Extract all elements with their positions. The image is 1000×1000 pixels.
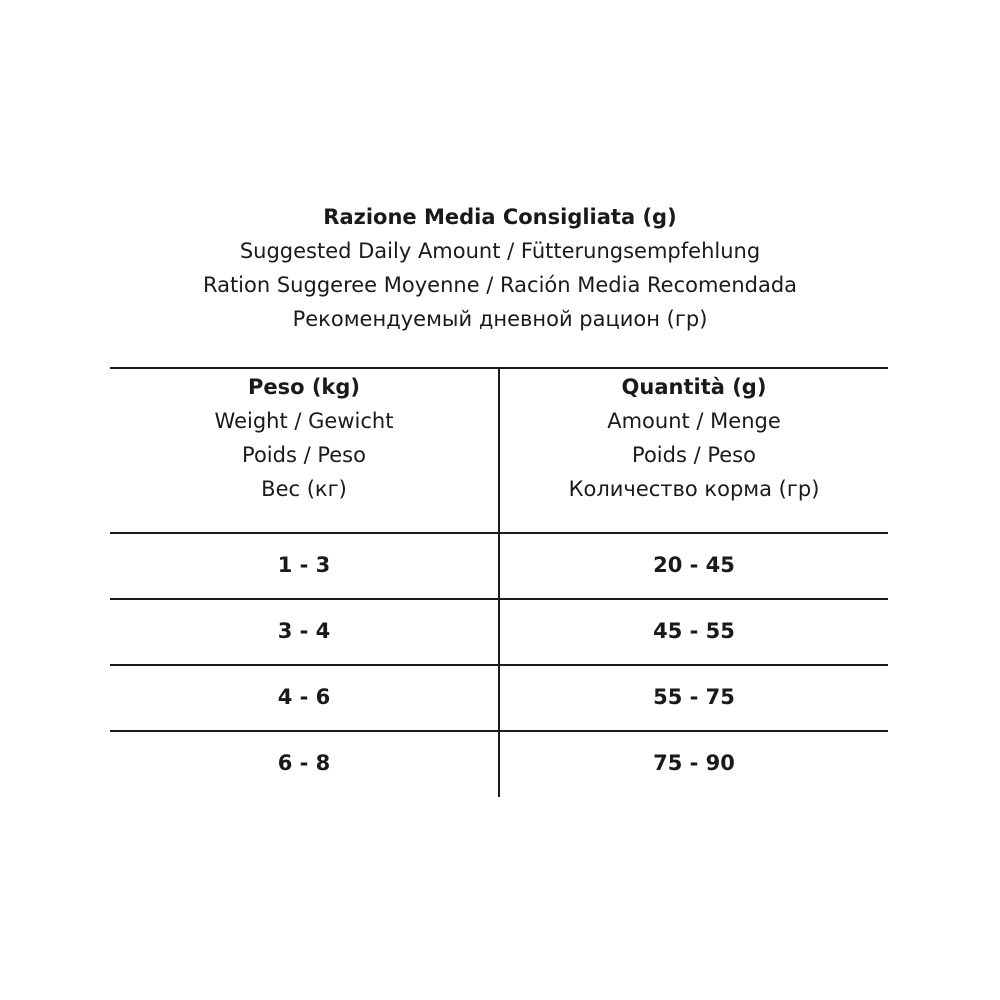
row-divider — [110, 730, 888, 732]
row-4-weight: 6 - 8 — [277, 751, 331, 775]
amount-column-header — [500, 370, 888, 506]
row-3-weight: 4 - 6 — [277, 685, 331, 709]
weight-column-header — [110, 370, 498, 506]
title-italian: Razione Media Consigliata (g) — [323, 205, 677, 229]
amount-header-russian: Количество корма (гр) — [568, 477, 820, 501]
title-russian: Рекомендуемый дневной рацион (гр) — [292, 307, 708, 331]
amount-header-italian: Quantità (g) — [621, 375, 767, 399]
title-french-spanish: Ration Suggeree Moyenne / Ración Media Recomendada — [202, 273, 798, 297]
row-2-amount: 45 - 55 — [653, 619, 735, 643]
title-english-german: Suggested Daily Amount / Fütterungsempfehlung — [239, 239, 761, 263]
row-divider — [110, 598, 888, 600]
amount-header-french-spanish: Poids / Peso — [632, 443, 756, 467]
header-bottom-border — [110, 532, 888, 534]
row-3-amount: 55 - 75 — [653, 685, 735, 709]
table-title — [0, 200, 1000, 336]
row-1-weight: 1 - 3 — [277, 553, 331, 577]
weight-header-english-german: Weight / Gewicht — [214, 409, 394, 433]
weight-header-russian: Вес (кг) — [261, 477, 347, 501]
weight-header-italian: Peso (kg) — [247, 375, 361, 399]
row-4-amount: 75 - 90 — [653, 751, 735, 775]
amount-header-english-german: Amount / Menge — [607, 409, 781, 433]
weight-header-french-spanish: Poids / Peso — [242, 443, 366, 467]
row-divider — [110, 664, 888, 666]
row-1-amount: 20 - 45 — [653, 553, 735, 577]
row-2-weight: 3 - 4 — [277, 619, 331, 643]
